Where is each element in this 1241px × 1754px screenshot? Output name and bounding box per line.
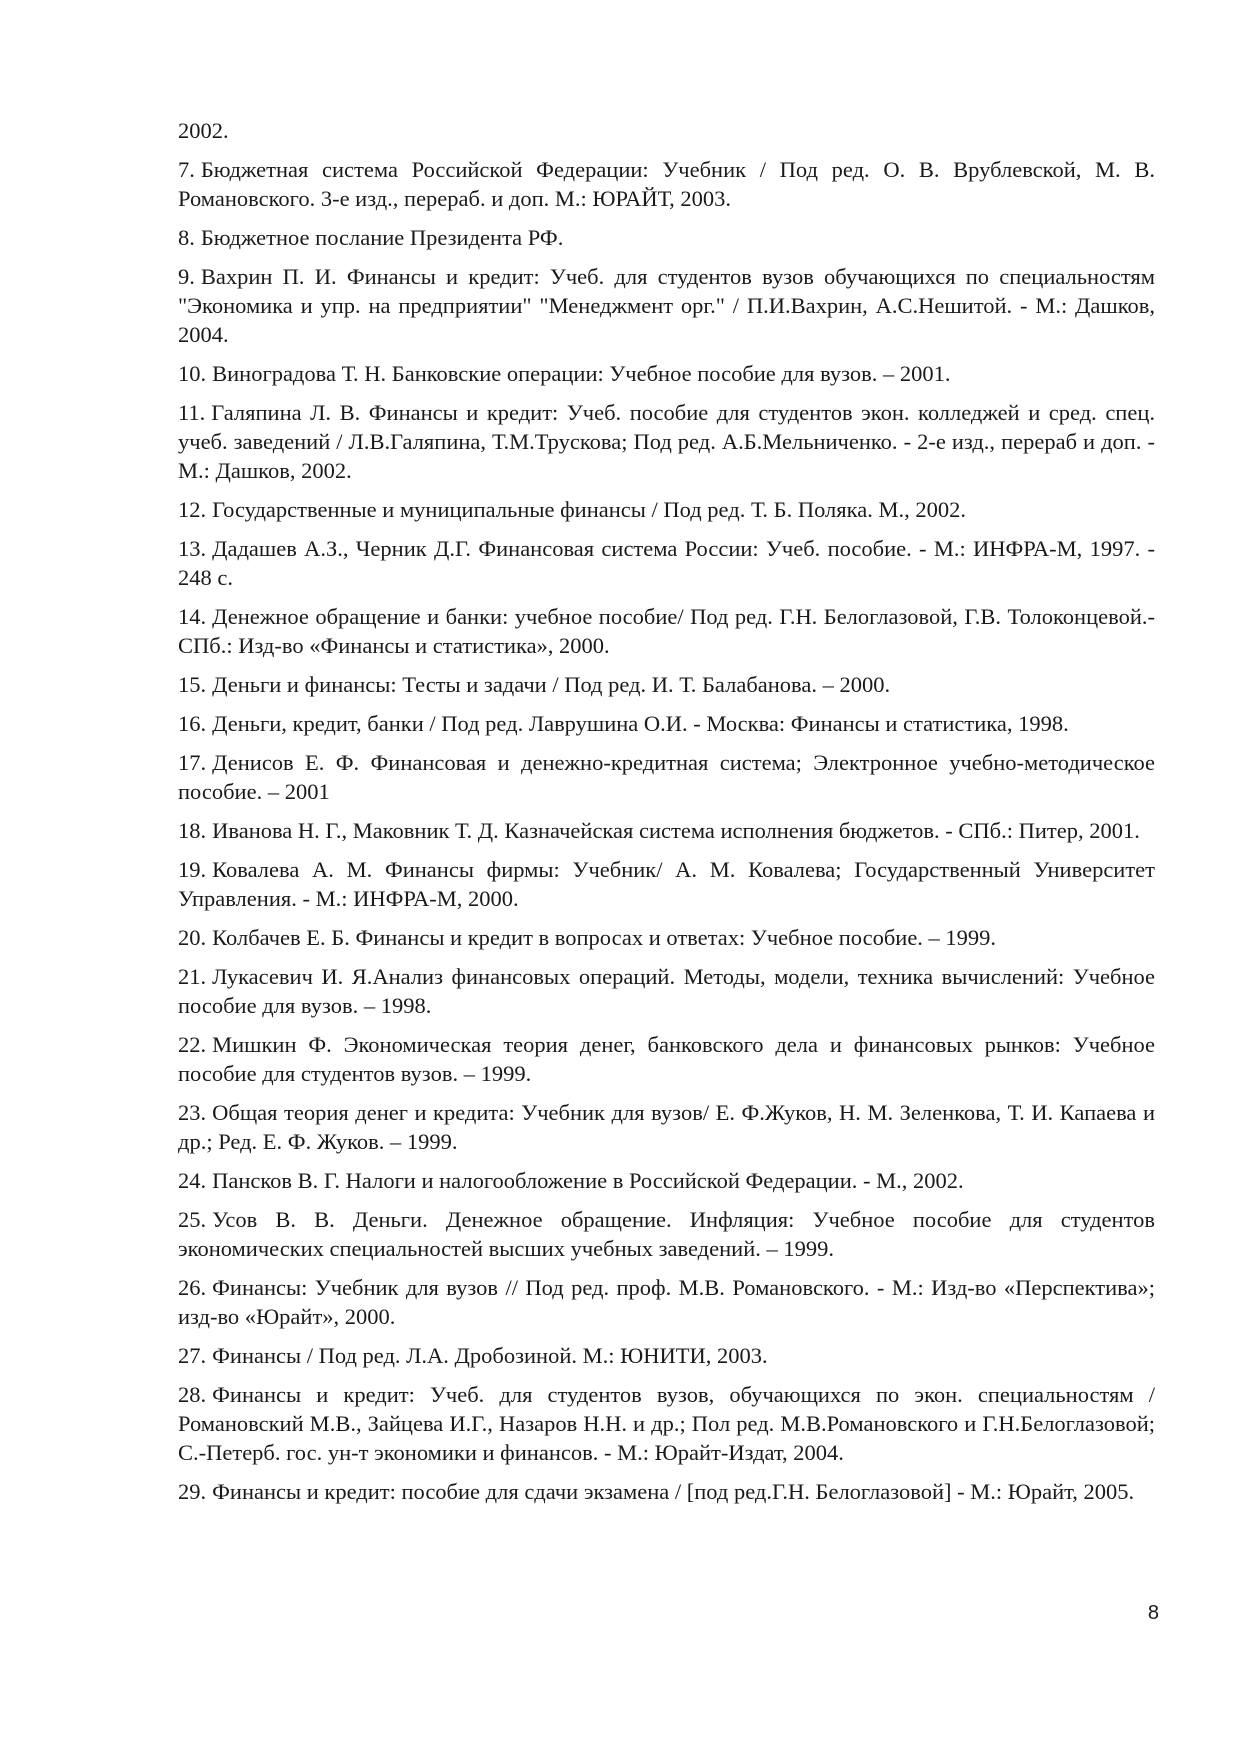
reference-number: 23. <box>178 1100 207 1125</box>
reference-number: 9. <box>178 264 195 289</box>
reference-text: Иванова Н. Г., Маковник Т. Д. Казначейская система исполнения бюджетов. - СПб.: Питер, 2001. <box>212 818 1140 843</box>
reference-number: 13. <box>178 536 207 561</box>
reference-text: Бюджетная система Российской Федерации: Учебник / Под ред. О. В. Врублевской, М. В. Романовского. 3-е изд., перераб. и доп. М.: ЮРАЙТ, 2003. <box>178 157 1155 211</box>
reference-text: Колбачев Е. Б. Финансы и кредит в вопросах и ответах: Учебное пособие. – 1999. <box>212 925 997 950</box>
reference-number: 17. <box>178 750 207 775</box>
reference-number: 25. <box>178 1207 207 1232</box>
reference-number: 10. <box>178 361 207 386</box>
reference-item <box>178 1477 1155 1506</box>
reference-text: Финансы / Под ред. Л.А. Дробозиной. М.: ЮНИТИ, 2003. <box>212 1343 768 1368</box>
reference-number: 18. <box>178 818 207 843</box>
reference-number: 14. <box>178 604 207 629</box>
reference-text: Галяпина Л. В. Финансы и кредит: Учеб. пособие для студентов экон. колледжей и сред. спец. учеб. заведений / Л.В.Галяпина, Т.М.Трускова; Под ред. А.Б.Мельниченко. - 2-е изд., перераб и доп. - М.: Дашков, 2002. <box>178 400 1155 483</box>
reference-number: 15. <box>178 672 207 697</box>
reference-text: Финансы и кредит: Учеб. для студентов вузов, обучающихся по экон. специальностям / Романовский М.В., Зайцева И.Г., Назаров Н.Н. и др.; Пол ред. М.В.Романовского и Г.Н.Белоглазовой; С.-Петерб. гос. ун-т экономики и финансов. - М.: Юрайт-Издат, 2004. <box>178 1382 1155 1465</box>
reference-text: Общая теория денег и кредита: Учебник для вузов/ Е. Ф.Жуков, Н. М. Зеленкова, Т. И. Капаева и др.; Ред. Е. Ф. Жуков. – 1999. <box>178 1100 1155 1154</box>
reference-item <box>178 398 1155 485</box>
reference-item <box>178 534 1155 592</box>
reference-item <box>178 1166 1155 1195</box>
reference-item <box>178 962 1155 1020</box>
reference-item <box>178 1380 1155 1467</box>
reference-list <box>178 155 1155 1506</box>
reference-number: 16. <box>178 711 207 736</box>
reference-item <box>178 923 1155 952</box>
reference-item <box>178 1273 1155 1331</box>
reference-item <box>178 1098 1155 1156</box>
reference-text: Государственные и муниципальные финансы / Под ред. Т. Б. Поляка. М., 2002. <box>212 497 966 522</box>
page-number: 8 <box>1147 1602 1159 1624</box>
reference-text: Мишкин Ф. Экономическая теория денег, банковского дела и финансовых рынков: Учебное пособие для студентов вузов. – 1999. <box>178 1032 1155 1086</box>
reference-number: 29. <box>178 1479 207 1504</box>
reference-text: Виноградова Т. Н. Банковские операции: Учебное пособие для вузов. – 2001. <box>212 361 951 386</box>
reference-text: Лукасевич И. Я.Анализ финансовых операций. Методы, модели, техника вычислений: Учебное пособие для вузов. – 1998. <box>178 964 1155 1018</box>
reference-text: Финансы и кредит: пособие для сдачи экзамена / [под ред.Г.Н. Белоглазовой] - М.: Юрайт, 2005. <box>212 1479 1135 1504</box>
reference-item <box>178 816 1155 845</box>
reference-number: 12. <box>178 497 207 522</box>
reference-item <box>178 1030 1155 1088</box>
reference-number: 7. <box>178 157 195 182</box>
reference-continuation: 2002. <box>178 118 229 143</box>
reference-text: Финансы: Учебник для вузов // Под ред. проф. М.В. Романовского. - М.: Изд-во «Перспектива»; изд-во «Юрайт», 2000. <box>178 1275 1155 1329</box>
reference-number: 19. <box>178 857 207 882</box>
reference-item <box>178 262 1155 349</box>
reference-item <box>178 709 1155 738</box>
reference-number: 27. <box>178 1343 207 1368</box>
reference-number: 24. <box>178 1168 207 1193</box>
reference-number: 8. <box>178 225 195 250</box>
reference-item <box>178 495 1155 524</box>
bibliography-page <box>178 116 1155 1516</box>
reference-item <box>178 1341 1155 1370</box>
reference-item <box>178 223 1155 252</box>
reference-text: Денисов Е. Ф. Финансовая и денежно-кредитная система; Электронное учебно-методическое пособие. – 2001 <box>178 750 1155 804</box>
reference-text: Вахрин П. И. Финансы и кредит: Учеб. для студентов вузов обучающихся по специальностям "Экономика и упр. на предприятии" "Менеджмент орг." / П.И.Вахрин, А.С.Нешитой. - М.: Дашков, 2004. <box>178 264 1155 347</box>
reference-item <box>178 855 1155 913</box>
reference-item <box>178 1205 1155 1263</box>
reference-text: Дадашев А.З., Черник Д.Г. Финансовая система России: Учеб. пособие. - М.: ИНФРА-М, 1997. - 248 с. <box>178 536 1155 590</box>
reference-text: Деньги, кредит, банки / Под ред. Лаврушина О.И. - Москва: Финансы и статистика, 1998. <box>212 711 1069 736</box>
reference-item <box>178 359 1155 388</box>
reference-number: 20. <box>178 925 207 950</box>
reference-text: Пансков В. Г. Налоги и налогообложение в Российской Федерации. - М., 2002. <box>212 1168 964 1193</box>
reference-number: 22. <box>178 1032 207 1057</box>
reference-number: 11. <box>178 400 206 425</box>
reference-text: Усов В. В. Деньги. Денежное обращение. Инфляция: Учебное пособие для студентов экономических специальностей высших учебных заведений. – 1999. <box>178 1207 1155 1261</box>
reference-number: 28. <box>178 1382 207 1407</box>
reference-item <box>178 748 1155 806</box>
reference-item <box>178 155 1155 213</box>
reference-number: 21. <box>178 964 207 989</box>
reference-item <box>178 670 1155 699</box>
reference-text: Денежное обращение и банки: учебное пособие/ Под ред. Г.Н. Белоглазовой, Г.В. Толоконцевой.- СПб.: Изд-во «Финансы и статистика», 2000. <box>178 604 1155 658</box>
reference-number: 26. <box>178 1275 207 1300</box>
reference-item <box>178 602 1155 660</box>
reference-text: Ковалева А. М. Финансы фирмы: Учебник/ А. М. Ковалева; Государственный Университет Управления. - М.: ИНФРА-М, 2000. <box>178 857 1155 911</box>
reference-text: Бюджетное послание Президента РФ. <box>200 225 564 250</box>
reference-text: Деньги и финансы: Тесты и задачи / Под ред. И. Т. Балабанова. – 2000. <box>212 672 891 697</box>
